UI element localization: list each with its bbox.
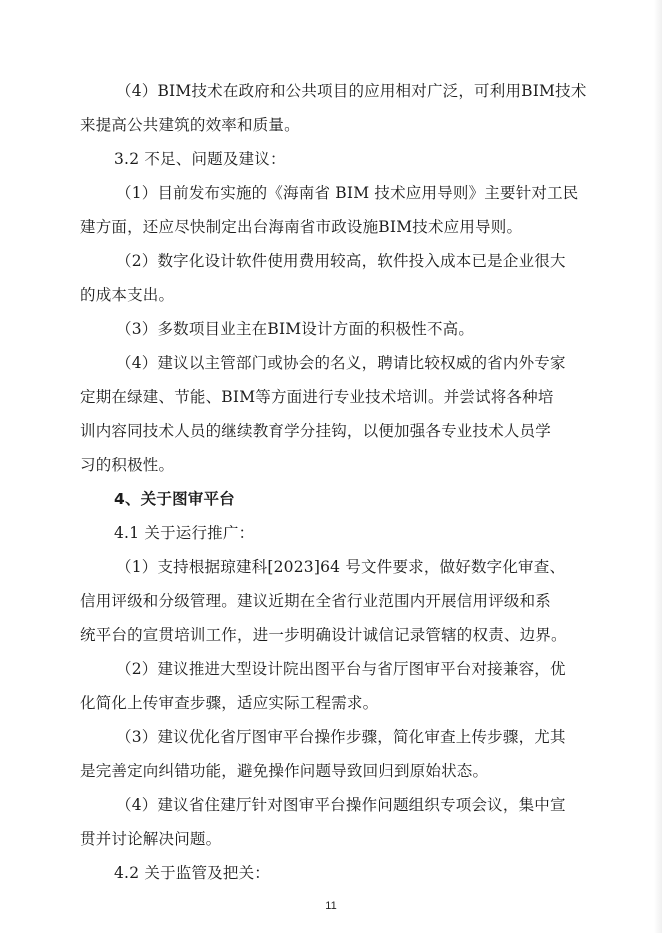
text-line: 贯并讨论解决问题。 <box>80 830 222 848</box>
text-line: 训内容同技术人员的继续教育学分挂钩，以便加强各专业技术人员学 <box>80 422 552 440</box>
text-line: 是完善定向纠错功能，避免操作问题导致回归到原始状态。 <box>80 762 489 780</box>
text-line: 信用评级和分级管理。建议近期在全省行业范围内开展信用评级和系 <box>80 592 552 610</box>
page-number: 11 <box>325 900 337 912</box>
section-subheading: 4.2 关于监管及把关： <box>114 864 270 882</box>
text-line: （4）BIM技术在政府和公共项目的应用相对广泛，可利用BIM技术 <box>116 82 587 100</box>
text-line: （3）多数项目业主在BIM设计方面的积极性不高。 <box>116 320 475 338</box>
text-line: （4）建议以主管部门或协会的名义，聘请比较权威的省内外专家 <box>116 354 566 372</box>
text-line: （1）目前发布实施的《海南省 BIM 技术应用导则》主要针对工民 <box>116 184 579 202</box>
text-line: （1）支持根据琼建科[2023]64 号文件要求，做好数字化审查、 <box>116 558 566 576</box>
text-line: （2）数字化设计软件使用费用较高，软件投入成本已是企业很大 <box>116 252 566 270</box>
text-line: 统平台的宣贯培训工作，进一步明确设计诚信记录管辖的权责、边界。 <box>80 626 567 644</box>
page-edge-shadow <box>654 0 662 933</box>
text-line: 化简化上传审查步骤，适应实际工程需求。 <box>80 694 379 712</box>
text-line: （4）建议省住建厅针对图审平台操作问题组织专项会议，集中宣 <box>116 796 566 814</box>
text-line: （3）建议优化省厅图审平台操作步骤，简化审查上传步骤，尤其 <box>116 728 566 746</box>
section-subheading: 4.1 关于运行推广： <box>114 524 255 542</box>
text-line: 定期在绿建、节能、BIM等方面进行专业技术培训。并尝试将各种培 <box>80 388 554 406</box>
text-line: 习的积极性。 <box>80 456 175 474</box>
section-subheading: 3.2 不足、问题及建议： <box>114 150 286 168</box>
section-heading: 4、关于图审平台 <box>114 490 235 508</box>
text-line: 的成本支出。 <box>80 286 175 304</box>
text-line: 来提高公共建筑的效率和质量。 <box>80 116 300 134</box>
text-line: 建方面，还应尽快制定出台海南省市政设施BIM技术应用导则。 <box>80 218 523 236</box>
text-line: （2）建议推进大型设计院出图平台与省厅图审平台对接兼容，优 <box>116 660 566 678</box>
